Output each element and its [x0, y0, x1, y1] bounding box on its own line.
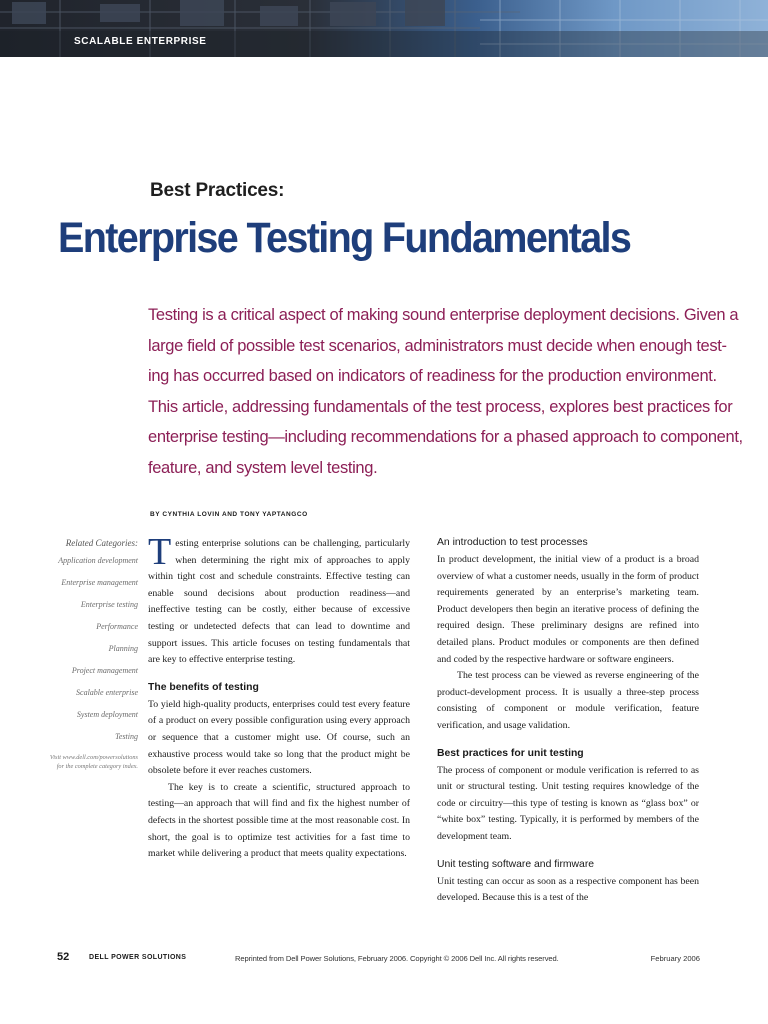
publication-name: DELL POWER SOLUTIONS [89, 954, 187, 961]
body-paragraph: Unit testing can occur as soon as a respective component has been developed. Because this is a test of the [437, 875, 699, 904]
deck-line: enterprise testing—including recommendations for a phased approach to component, [148, 428, 743, 446]
body-paragraph: In product development, the initial view of a product is a broad overview of what a customer needs, usually in the form of product requirements generated by an enterprise’s marketing team. Product developers then begin an iterative process of defining the required design. These preliminary designs are refined into detailed plans. Product modules or components are then defined and coded by the respective hardware or software engineers. [437, 554, 699, 665]
deck-line: ing has occurred based on indicators of readiness for the production environment. [148, 367, 717, 385]
deck-line: feature, and system level testing. [148, 458, 378, 477]
intro-paragraph [148, 531, 410, 669]
sidebar-heading: Related Categories: [65, 538, 138, 548]
body-column-left [148, 531, 410, 863]
related-categories-sidebar [28, 537, 138, 771]
subhead-intro: An introduction to test processes [437, 537, 588, 548]
subhead-unit-testing: Best practices for unit testing [437, 747, 584, 759]
issue-date: February 2006 [650, 954, 700, 963]
deck-line: large field of possible test scenarios, administrators must decide when enough test- [148, 336, 727, 355]
article-title: Enterprise Testing Fundamentals [58, 214, 631, 262]
section-label: SCALABLE ENTERPRISE [74, 36, 207, 47]
intro-text: esting enterprise solutions can be challenging, particularly when determining the right mix of approaches to apply within tight cost and schedule constraints. Effective testing can enable sound decisions about production readiness—and ineffective testing can be costly, either because of excessive testing or undetected defects that can lead to downtime and support issues. This article focuses on testing fundamentals that are key to effective enterprise testing. [148, 538, 410, 666]
header-banner [0, 0, 768, 57]
category-item: Planning [108, 644, 138, 653]
body-paragraph: The test process can be viewed as reverse engineering of the product-development process. It is usually a three-step process consisting of component or module verification, feature verification, and usage validation. [437, 670, 699, 731]
article-kicker: Best Practices: [150, 180, 285, 201]
drop-cap: T [148, 531, 172, 573]
category-item: Project management [71, 666, 138, 675]
body-paragraph: To yield high-quality products, enterprises could test every feature of a product on every possible configuration using every approach or sequence that a customer might use. Of course, such an exhaustive process would take so long that the product might be obsolete before it ever reaches customers. [148, 698, 410, 777]
category-item: Performance [96, 622, 138, 631]
sidebar-note-line: Visit www.dell.com/powersolutions [49, 754, 138, 761]
deck-line: Testing is a critical aspect of making sound enterprise deployment decisions. Given a [148, 306, 739, 324]
category-item: Scalable enterprise [76, 688, 138, 697]
category-item: System deployment [76, 710, 138, 719]
body-paragraph: The process of component or module verification is referred to as unit or structural testing. Unit testing requires knowledge of the code or circuitry—this type of testing is known as “glass box” or “white box” testing. Typically, it is performed by members of the development team. [437, 764, 699, 842]
reprint-notice: Reprinted from Dell Power Solutions, February 2006. Copyright © 2006 Dell Inc. All rights reserved. [235, 954, 559, 963]
category-item: Enterprise management [61, 578, 138, 587]
subhead-benefits: The benefits of testing [148, 681, 259, 693]
sidebar-note [28, 753, 138, 771]
page-number: 52 [57, 951, 70, 963]
category-item: Testing [115, 732, 138, 741]
circuit-pattern-graphic [0, 0, 768, 57]
category-item: Enterprise testing [80, 600, 138, 609]
body-column-right [437, 536, 699, 907]
category-item: Application development [58, 556, 138, 565]
deck-line: This article, addressing fundamentals of the test process, explores best practices for [148, 397, 733, 416]
article-deck [148, 300, 743, 483]
sidebar-note-line: for the complete category index. [56, 763, 138, 770]
body-paragraph: The key is to create a scientific, structured approach to testing—an approach that will find and fix the highest number of defects in the shortest possible time at the most reasonable cost. In short, the goal is to optimize test activities for a fast time to market while delivering a product that meets quality expectations. [148, 781, 410, 860]
byline: BY CYNTHIA LOVIN AND TONY YAPTANGCO [150, 511, 308, 518]
subhead-software-firmware: Unit testing software and firmware [437, 858, 595, 870]
